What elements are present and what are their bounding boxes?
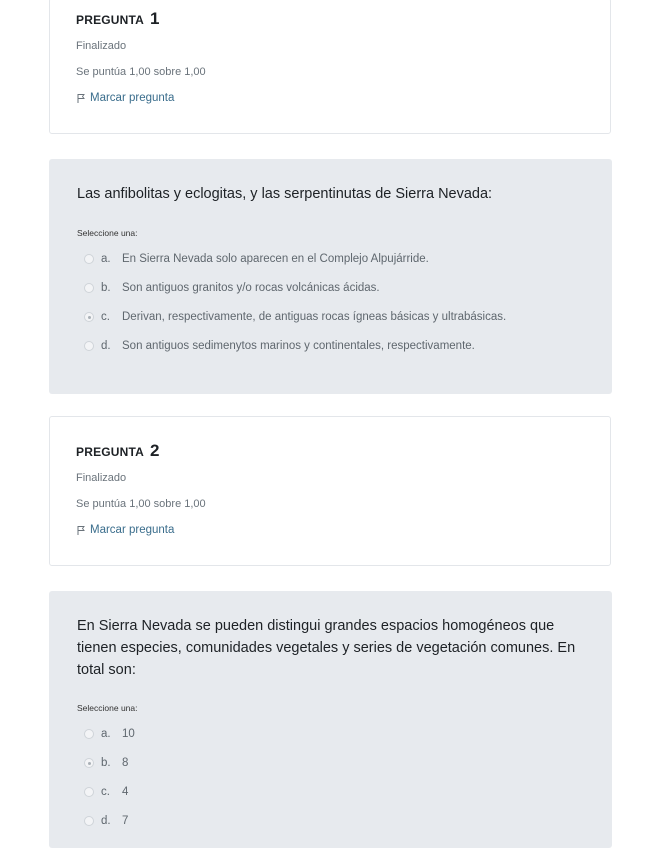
question-grade: Se puntúa 1,00 sobre 1,00 bbox=[76, 66, 206, 78]
answer-letter: b. bbox=[101, 757, 111, 769]
answer-text: 8 bbox=[122, 757, 129, 769]
answer-letter: d. bbox=[101, 340, 111, 352]
question-text: Las anfibolitas y eclogitas, y las serpentinutas de Sierra Nevada: bbox=[77, 186, 493, 202]
radio-button[interactable] bbox=[84, 787, 94, 797]
question-state: Finalizado bbox=[76, 40, 127, 52]
flag-question-label: Marcar pregunta bbox=[90, 92, 175, 104]
radio-button[interactable] bbox=[84, 729, 94, 739]
answer-option-a[interactable] bbox=[84, 728, 135, 740]
answer-text: 10 bbox=[122, 728, 135, 740]
question-label: PREGUNTA bbox=[76, 445, 145, 459]
flag-icon bbox=[76, 93, 86, 103]
answer-option-c[interactable] bbox=[84, 311, 506, 323]
flag-icon bbox=[76, 525, 86, 535]
question-2-info bbox=[49, 416, 611, 566]
question-number: 1 bbox=[150, 9, 160, 28]
answer-text: Derivan, respectivamente, de antiguas rocas ígneas básicas y ultrabásicas. bbox=[122, 311, 507, 323]
flag-question-link[interactable] bbox=[76, 92, 174, 104]
answer-option-d[interactable] bbox=[84, 340, 475, 352]
answer-text: 7 bbox=[122, 815, 129, 827]
flag-question-label: Marcar pregunta bbox=[90, 524, 175, 536]
flag-question-link[interactable] bbox=[76, 524, 174, 536]
answer-text: En Sierra Nevada solo aparecen en el Complejo Alpujárride. bbox=[122, 253, 429, 265]
answer-text: Son antiguos sedimenytos marinos y continentales, respectivamente. bbox=[122, 340, 475, 352]
radio-button[interactable] bbox=[84, 341, 94, 351]
question-1-info bbox=[49, 0, 611, 134]
answer-letter: c. bbox=[101, 786, 110, 798]
answer-letter: c. bbox=[101, 311, 110, 323]
radio-button[interactable] bbox=[84, 816, 94, 826]
answer-option-c[interactable] bbox=[84, 786, 128, 798]
answer-prompt: Seleccione una: bbox=[77, 228, 138, 238]
answer-option-b[interactable] bbox=[84, 757, 128, 769]
question-grade: Se puntúa 1,00 sobre 1,00 bbox=[76, 498, 206, 510]
question-text: En Sierra Nevada se pueden distingui grandes espacios homogéneos que tienen especies, comunidades vegetales y series de vegetación comunes. En total son: bbox=[77, 618, 576, 678]
radio-button[interactable] bbox=[84, 283, 94, 293]
radio-button-selected[interactable] bbox=[84, 312, 94, 322]
question-number: 2 bbox=[150, 441, 160, 460]
answer-text: Son antiguos granitos y/o rocas volcánicas ácidas. bbox=[122, 282, 380, 294]
answer-letter: d. bbox=[101, 815, 111, 827]
answer-option-a[interactable] bbox=[84, 253, 429, 265]
radio-button[interactable] bbox=[84, 254, 94, 264]
answer-letter: b. bbox=[101, 282, 111, 294]
question-2-heading bbox=[76, 441, 160, 461]
question-2-content bbox=[49, 591, 612, 848]
answer-text: 4 bbox=[122, 786, 129, 798]
answer-prompt: Seleccione una: bbox=[77, 703, 138, 713]
question-state: Finalizado bbox=[76, 472, 127, 484]
question-1-content bbox=[49, 159, 612, 394]
answer-option-d[interactable] bbox=[84, 815, 128, 827]
radio-button-selected[interactable] bbox=[84, 758, 94, 768]
answer-letter: a. bbox=[101, 728, 111, 740]
answer-option-b[interactable] bbox=[84, 282, 380, 294]
question-label: PREGUNTA bbox=[76, 13, 145, 27]
question-1-heading bbox=[76, 9, 160, 29]
answer-letter: a. bbox=[101, 253, 111, 265]
